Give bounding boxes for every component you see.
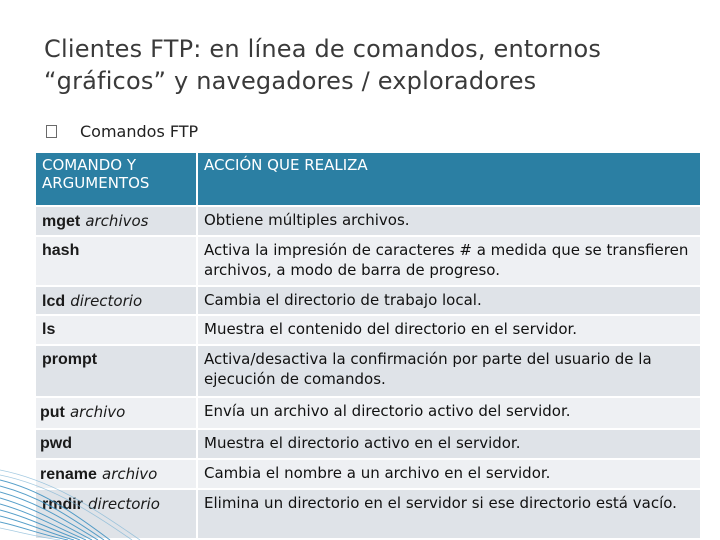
table-row [36, 287, 700, 314]
command-argument: directorio [70, 292, 143, 310]
command-cell [36, 398, 196, 428]
command-argument: directorio [88, 495, 160, 513]
table-row [36, 237, 700, 285]
action-cell: Envía un archivo al directorio activo del servidor. [198, 398, 700, 428]
command-cell [36, 287, 196, 314]
command-cell [36, 316, 196, 344]
command-cell [36, 346, 196, 396]
command-cell [36, 237, 196, 285]
slide-title [44, 33, 704, 97]
wave-lines-icon [0, 450, 160, 540]
command-name: ls [42, 321, 56, 338]
command-argument: archivos [85, 212, 149, 230]
action-cell: Muestra el contenido del directorio en el servidor. [198, 316, 700, 344]
command-name: rmdir [42, 496, 83, 513]
command-name: lcd [42, 293, 66, 310]
table-row [36, 316, 700, 344]
command-name: mget [42, 213, 81, 230]
bullet-square-icon [46, 125, 57, 138]
action-cell: Activa/desactiva la confirmación por parte del usuario de la ejecución de comandos. [198, 346, 700, 396]
command-name: rename [40, 466, 97, 483]
table-header-row [36, 153, 700, 205]
slide-title-line-1: Clientes FTP: en línea de comandos, entornos [44, 35, 602, 63]
corner-wave-decoration [0, 450, 160, 540]
command-name: put [40, 404, 65, 421]
header-action-cell: ACCIÓN QUE REALIZA [198, 153, 700, 205]
command-name: hash [42, 242, 80, 259]
table-row [36, 398, 700, 428]
command-argument: archivo [69, 403, 126, 421]
slide-title-line-2: “gráficos” y navegadores / exploradores [44, 67, 537, 95]
action-cell: Cambia el nombre a un archivo en el servidor. [198, 460, 700, 488]
command-name: pwd [40, 435, 72, 452]
action-cell: Muestra el directorio activo en el servidor. [198, 430, 700, 458]
command-name: prompt [42, 351, 98, 368]
command-argument: archivo [102, 465, 158, 483]
table-row [36, 346, 700, 396]
bullet-label: Comandos FTP [80, 121, 199, 141]
action-cell: Activa la impresión de caracteres # a medida que se transfieren archivos, a modo de barra de progreso. [198, 237, 700, 285]
table-row [36, 207, 700, 235]
action-cell: Cambia el directorio de trabajo local. [198, 287, 700, 314]
action-cell: Elimina un directorio en el servidor si ese directorio está vacío. [198, 490, 700, 538]
command-cell [36, 207, 196, 235]
action-cell: Obtiene múltiples archivos. [198, 207, 700, 235]
header-command-cell: COMANDO Y ARGUMENTOS [36, 153, 196, 205]
bullet-item [46, 120, 198, 142]
